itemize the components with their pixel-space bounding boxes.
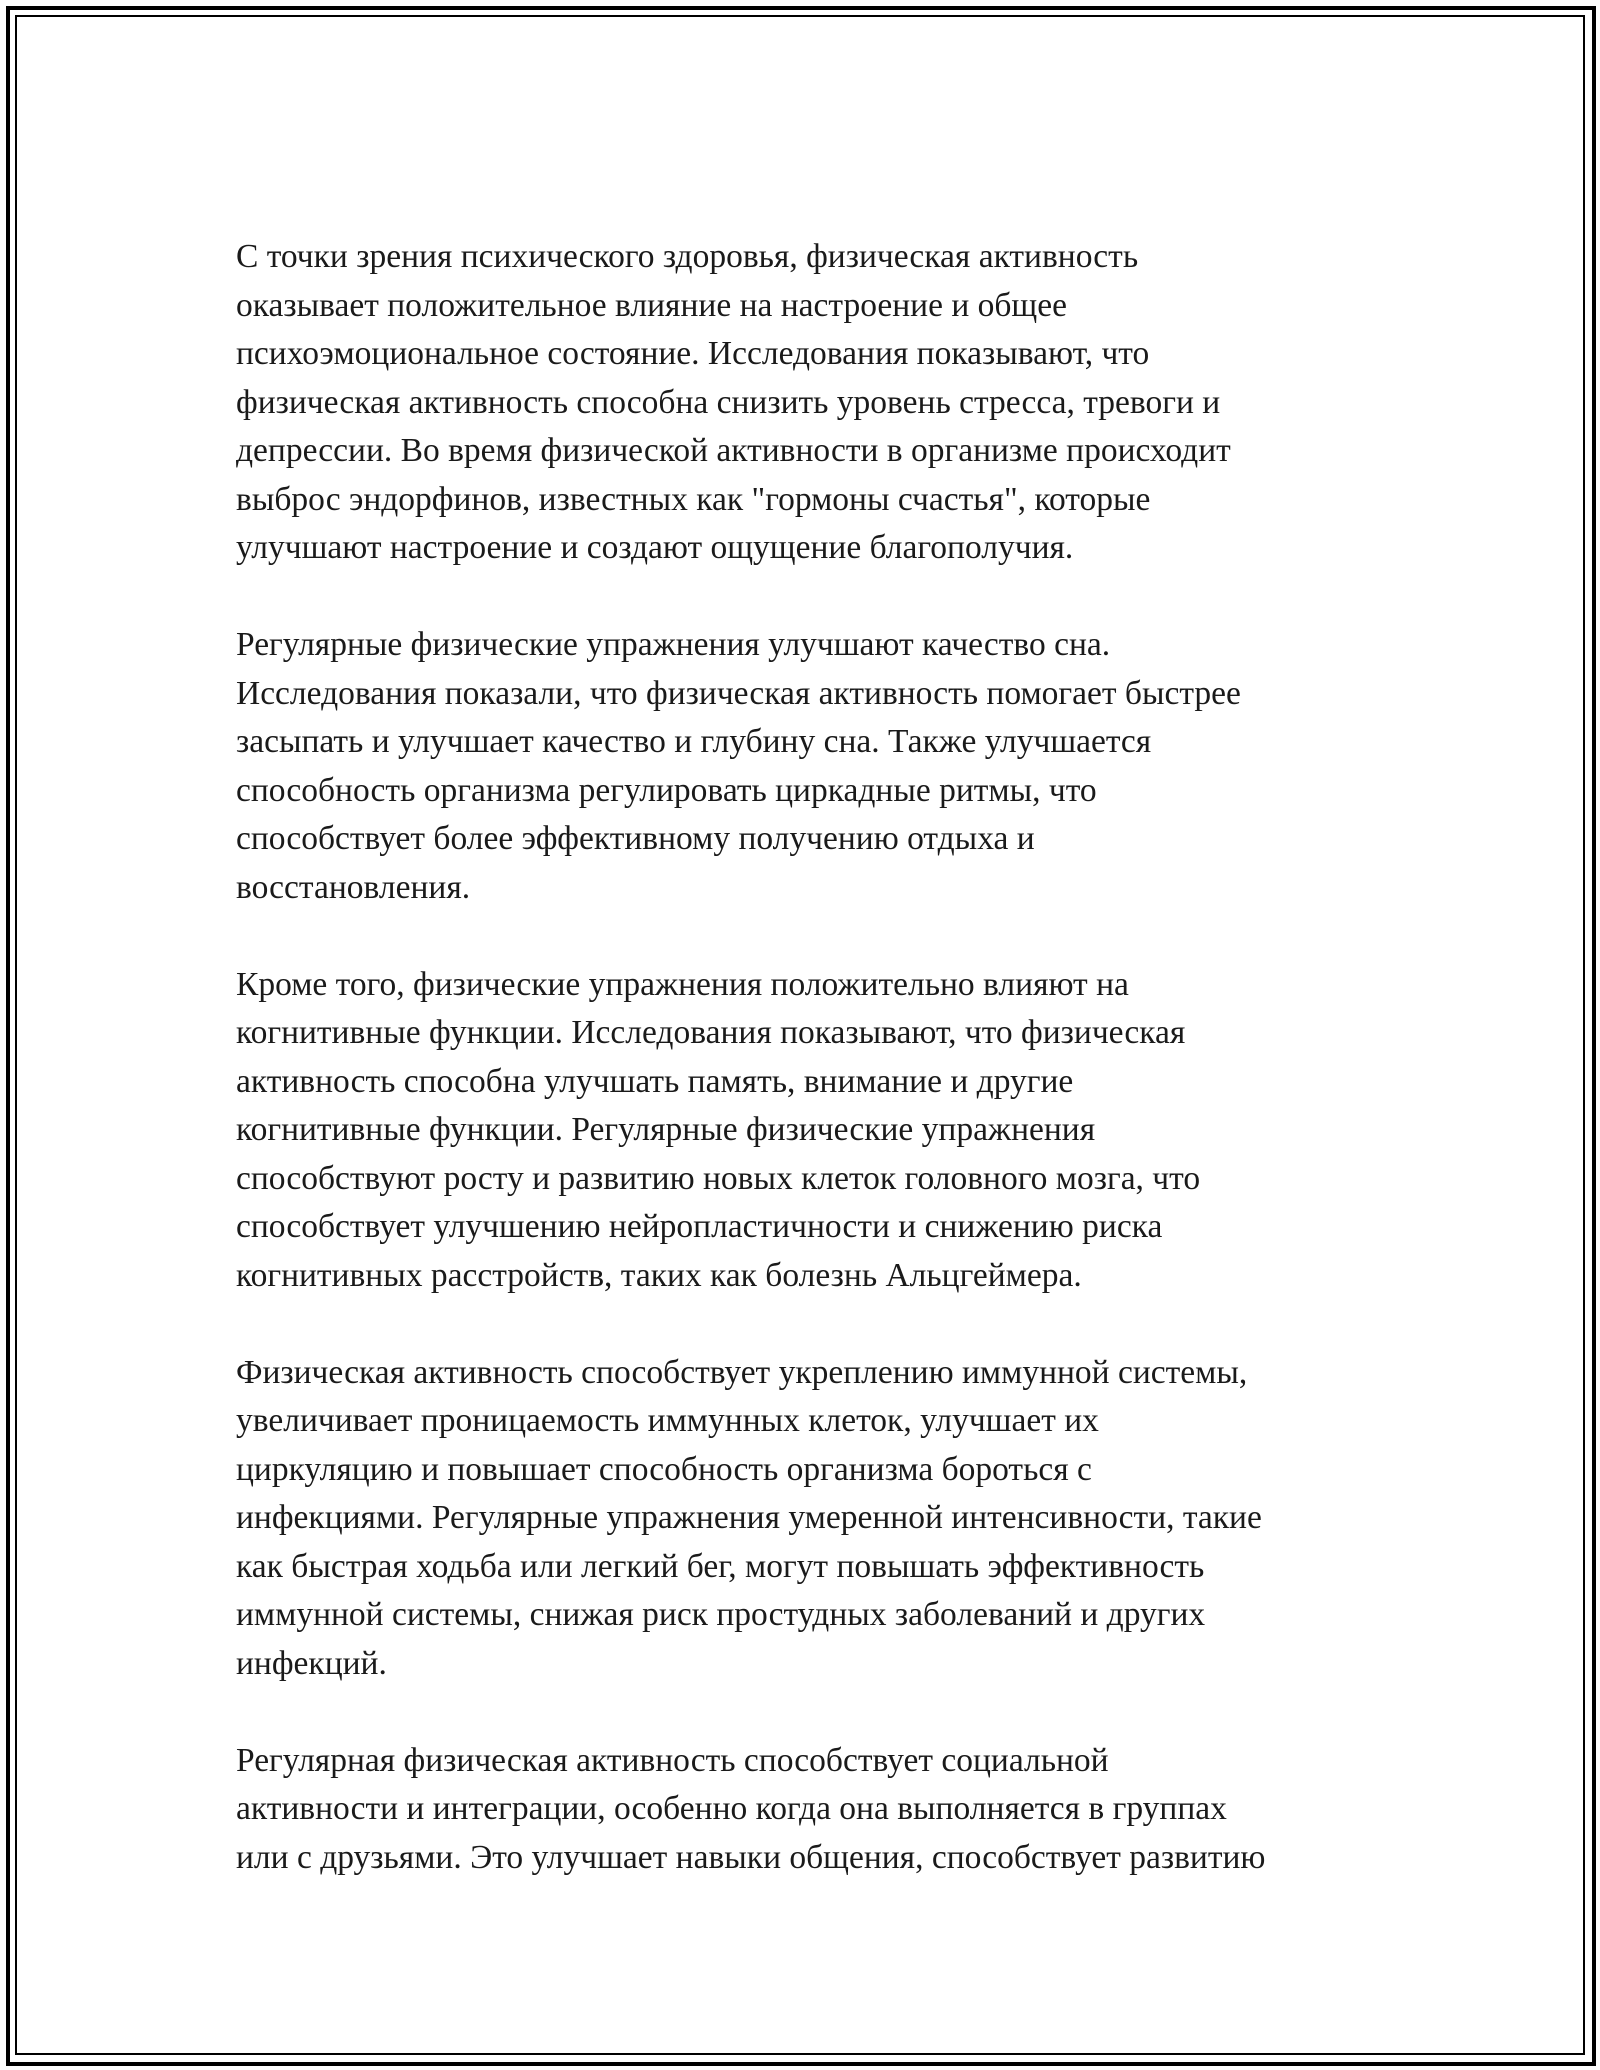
paragraph-cognitive-functions: Кроме того, физические упражнения положительно влияют на когнитивные функции. Исследования показывают, что физическая активность способна улучшать память, внимание и другие когнитивные функции. Регулярные физические упражнения способствуют росту и развитию новых клеток головного мозга, что способствует улучшению нейропластичности и снижению риска когнитивных расстройств, таких как болезнь Альцгеймера. [236, 965, 1201, 1294]
paragraph-mental-health: С точки зрения психического здоровья, физическая активность оказывает положительное влияние на настроение и общее психоэмоциональное состояние. Исследования показывают, что физическая активность способна снизить уровень стресса, тревоги и депрессии. Во время физической активности в организме происходит выброс эндорфинов, известных как "гормоны счастья", которые улучшают настроение и создают ощущение благополучия. [236, 238, 1231, 566]
paragraph-immune-system: Физическая активность способствует укреплению иммунной системы, увеличивает проницаемость иммунных клеток, улучшает их циркуляцию и повышает способность организма бороться с инфекциями. Регулярные упражнения умеренной интенсивности, такие как быстрая ходьба или легкий бег, могут повышать эффективность иммунной системы, снижая риск простудных заболеваний и других инфекций. [236, 1353, 1262, 1682]
document-body [236, 233, 1376, 1931]
paragraph-social-activity: Регулярная физическая активность способствует социальной активности и интеграции, особенно когда она выполняется в группах или с друзьями. Это улучшает навыки общения, способствует развитию [236, 1741, 1266, 1876]
paragraph-sleep-quality: Регулярные физические упражнения улучшают качество сна. Исследования показали, что физическая активность помогает быстрее засыпать и улучшает качество и глубину сна. Также улучшается способность организма регулировать циркадные ритмы, что способствует более эффективному получению отдыха и восстановления. [236, 626, 1241, 906]
